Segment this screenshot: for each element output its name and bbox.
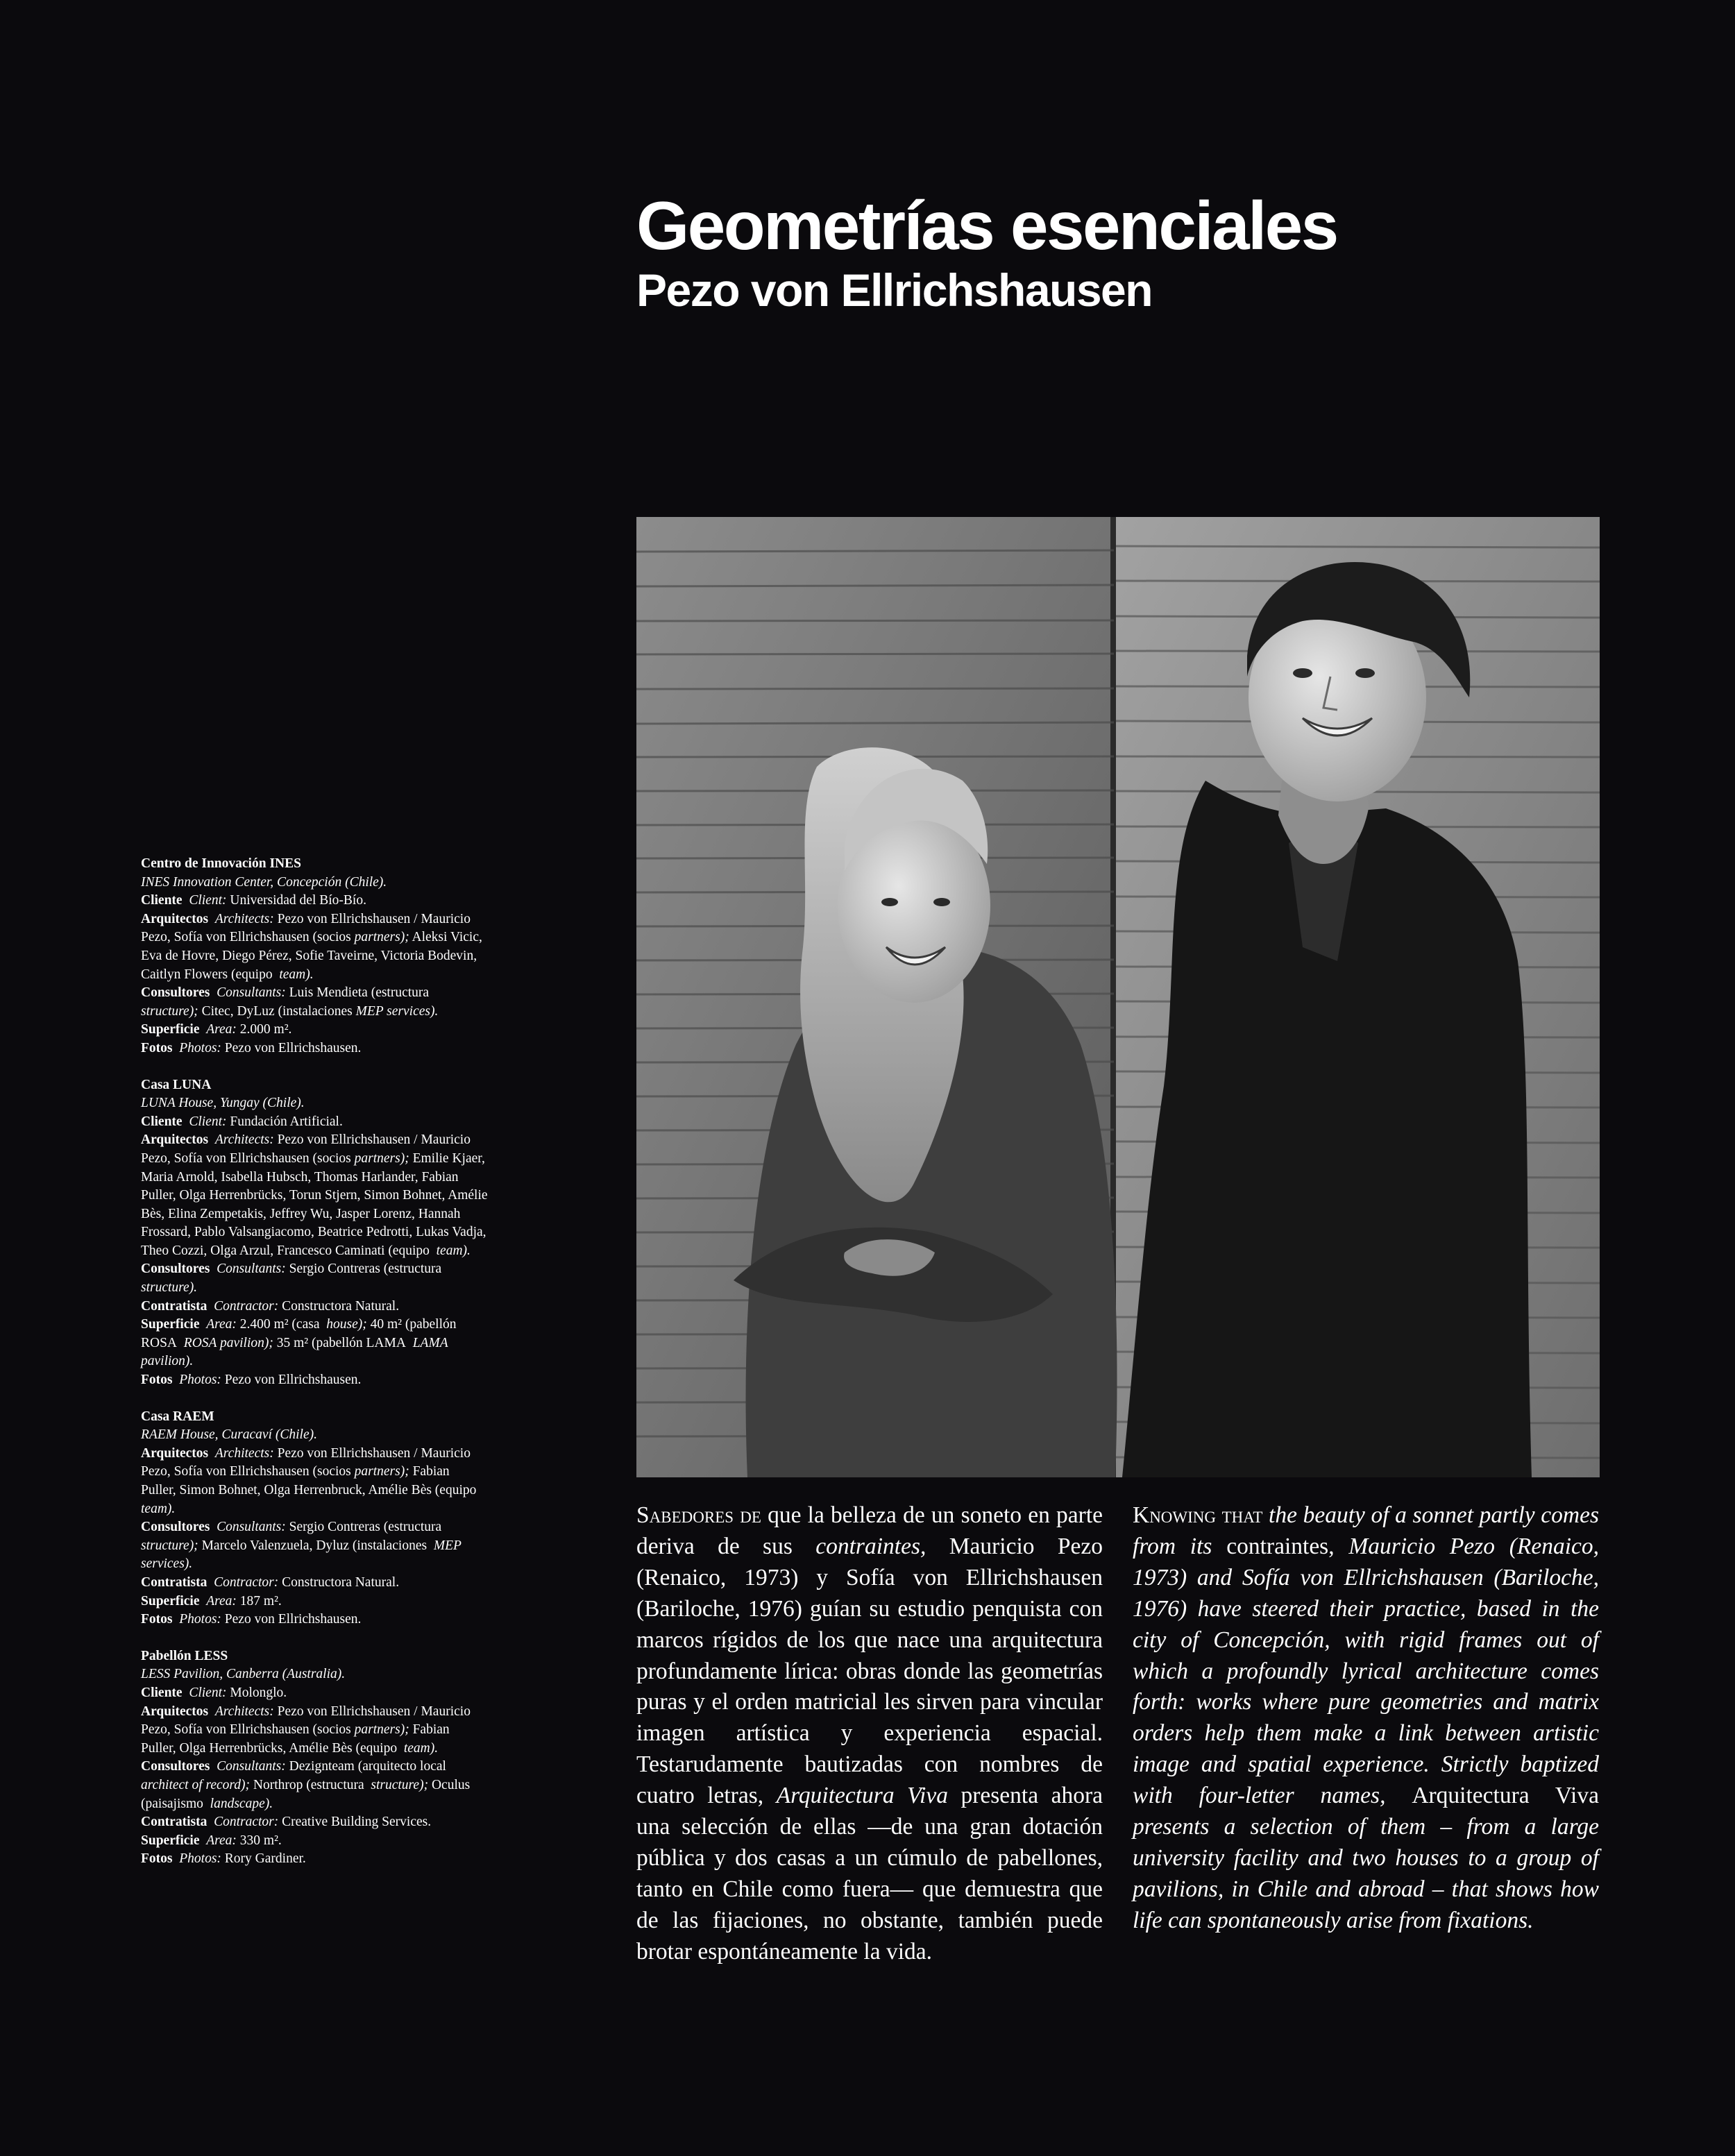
credit-ines [141, 855, 488, 1058]
project-location: RAEM House, Curacaví (Chile). [141, 1427, 317, 1443]
paragraph-part: que la belleza de un soneto en parte deriva de sus [636, 1502, 1103, 1559]
credit-area: Superficie Area: 187 m². [141, 1593, 282, 1608]
project-name: Pabellón LESS [141, 1648, 228, 1663]
portrait-photo-icon [636, 517, 1600, 1477]
body-text-en [1133, 1500, 1599, 1937]
project-name: Centro de Innovación INES [141, 856, 301, 871]
project-location: INES Innovation Center, Concepción (Chile). [141, 874, 387, 890]
paragraph-part: presents a selection of them – from a large university facility and two houses to a group of pavilions, in Chile and abroad – that shows how life can spontaneously arise from fixations. [1133, 1814, 1599, 1933]
emphasis: contraintes, [1226, 1533, 1335, 1559]
credit-area: Superficie Area: 330 m². [141, 1833, 282, 1848]
lead-in: Sabedores de [636, 1502, 761, 1528]
paragraph-part: Mauricio Pezo (Renaico, 1973) and Sofía von Ellrichshausen (Bariloche, 1976) have steered their practice, based in the city of Concepción, with rigid frames out of which a profoundly lyrical architecture comes forth: works where pure geometries and matrix orders help them make a link between artistic image and spatial experience. Strictly baptized with four-letter names, [1133, 1533, 1600, 1809]
credit-consultants: Consultores Consultants: Sergio Contreras (estructura structure). [141, 1262, 442, 1296]
credit-client: Cliente Client: Universidad del Bío-Bío. [141, 893, 366, 908]
credit-area: Superficie Area: 2.000 m². [141, 1022, 292, 1037]
body-text-es [636, 1500, 1103, 1968]
page-title: Geometrías esenciales [636, 187, 1337, 264]
credit-contractor: Contratista Contractor: Constructora Natural. [141, 1298, 400, 1314]
project-name: Casa LUNA [141, 1077, 212, 1092]
project-location: LESS Pavilion, Canberra (Australia). [141, 1667, 346, 1682]
paragraph-part: Mauricio Pezo (Renaico, 1973) y Sofía von Ellrichshausen (Bariloche, 1976) guían su estudio penquista con marcos rígidos de los que nace una arquitectura profundamente lírica: obras donde las geometrías puras y el orden matricial les sirven para vincular imagen artística y experiencia espacial. Testarudamente bautizadas con nombres de cuatro letras, [636, 1533, 1103, 1809]
credit-photos: Fotos Photos: Pezo von Ellrichshausen. [141, 1040, 362, 1055]
credit-luna [141, 1076, 488, 1390]
page-subtitle: Pezo von Ellrichshausen [636, 264, 1153, 316]
credit-photos: Fotos Photos: Pezo von Ellrichshausen. [141, 1373, 362, 1388]
magazine-name: Arquitectura Viva [776, 1783, 948, 1809]
paragraph-part: the beauty of a sonnet partly comes from its [1133, 1502, 1599, 1559]
credit-consultants: Consultores Consultants: Dezignteam (arquitecto local architect of record); Northrop (estructura structure); Oculus (paisajismo landscape). [141, 1759, 471, 1811]
title-block [636, 187, 1608, 316]
credit-contractor: Contratista Contractor: Creative Building Services. [141, 1815, 432, 1830]
credit-architects: Arquitectos Architects: Pezo von Ellrichshausen / Mauricio Pezo, Sofía von Ellrichshausen (socios partners); Fabian Puller, Simon Bohnet, Olga Herrenbruck, Amélie Bès (equipo team). [141, 1445, 477, 1516]
credit-photos: Fotos Photos: Rory Gardiner. [141, 1851, 306, 1867]
emphasis: contraintes, [815, 1533, 926, 1559]
credit-area: Superficie Area: 2.400 m² (casa house); 40 m² (pabellón ROSA ROSA pavilion); 35 m² (pabellón LAMA LAMA pavilion). [141, 1317, 457, 1369]
credit-architects: Arquitectos Architects: Pezo von Ellrichshausen / Mauricio Pezo, Sofía von Ellrichshausen (socios partners); Emilie Kjaer, Maria Arnold, Isabella Hubsch, Thomas Harlander, Fabian Puller, Olga Herrenbrücks, Torun Stjern, Simon Bohnet, Amélie Bès, Elina Zempetakis, Jeffrey Wu, Jasper Lorenz, Hannah Frossard, Pablo Valsangiacomo, Beatrice Pedrotti, Lukas Vadja, Theo Cozzi, Olga Arzul, Francesco Caminati (equipo team). [141, 1132, 488, 1258]
credit-less [141, 1647, 488, 1869]
paragraph-part: presenta ahora una selección de ellas —de una gran dotación pública y dos casas a un cúmulo de pabellones, tanto en Chile como fuera— que demuestra que de las fijaciones, no obstante, también puede brotar espontáneamente la vida. [636, 1783, 1103, 1964]
magazine-name: Arquitectura Viva [1412, 1783, 1599, 1809]
credit-architects: Arquitectos Architects: Pezo von Ellrichshausen / Mauricio Pezo, Sofía von Ellrichshausen (socios partners); Aleksi Vicic, Eva de Hovre, Diego Pérez, Sofie Taveirne, Victoria Bodevin, Caitlyn Flowers (equipo team). [141, 911, 482, 982]
credit-photos: Fotos Photos: Pezo von Ellrichshausen. [141, 1612, 362, 1627]
project-credits [141, 855, 488, 1887]
portrait-photo [636, 517, 1600, 1477]
credit-client: Cliente Client: Fundación Artificial. [141, 1114, 343, 1129]
credit-consultants: Consultores Consultants: Sergio Contreras (estructura structure); Marcelo Valenzuela, Dyluz (instalaciones MEP services). [141, 1520, 462, 1572]
credit-consultants: Consultores Consultants: Luis Mendieta (estructura structure); Citec, DyLuz (instalaciones MEP services). [141, 985, 439, 1019]
credit-raem [141, 1408, 488, 1629]
project-name: Casa RAEM [141, 1409, 214, 1424]
project-location: LUNA House, Yungay (Chile). [141, 1096, 305, 1111]
credit-architects: Arquitectos Architects: Pezo von Ellrichshausen / Mauricio Pezo, Sofía von Ellrichshausen (socios partners); Fabian Puller, Olga Herrenbrücks, Amélie Bès (equipo team). [141, 1704, 471, 1756]
credit-client: Cliente Client: Molonglo. [141, 1685, 287, 1700]
lead-in: Knowing that [1133, 1502, 1263, 1528]
credit-contractor: Contratista Contractor: Constructora Natural. [141, 1574, 400, 1590]
